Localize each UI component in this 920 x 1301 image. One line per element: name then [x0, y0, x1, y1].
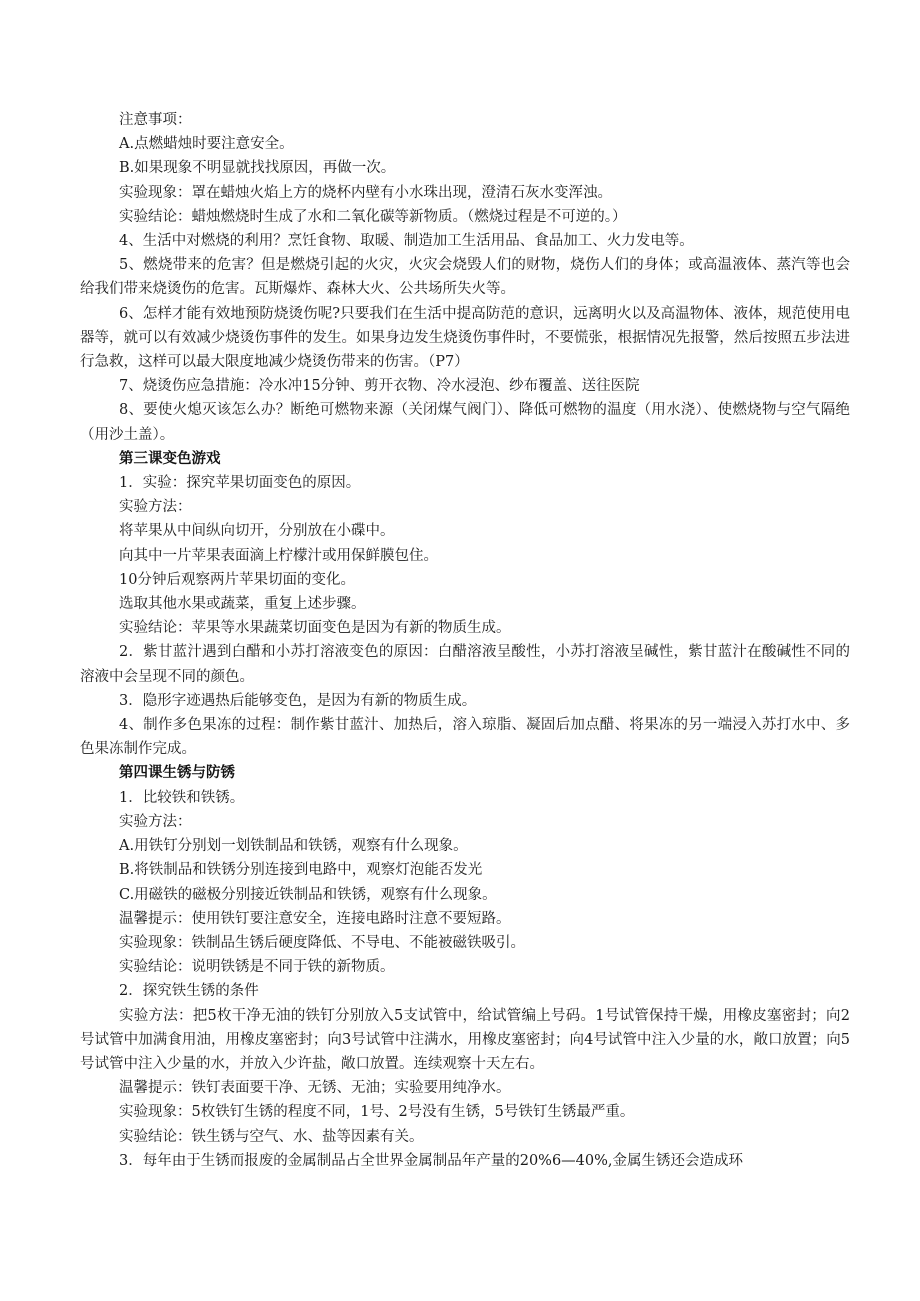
section-heading: 第三课变色游戏	[119, 449, 221, 467]
body-paragraph: 7、烧烫伤应急措施：冷水冲15分钟、剪开衣物、冷水浸泡、纱布覆盖、送往医院	[119, 378, 640, 395]
body-paragraph: 实验方法：	[119, 813, 192, 830]
body-paragraph: A.用铁钉分别划一划铁制品和铁锈，观察有什么现象。	[119, 838, 468, 855]
body-paragraph: 10分钟后观察两片苹果切面的变化。	[119, 571, 355, 588]
body-paragraph: 实验方法：	[119, 499, 192, 516]
body-paragraph: 注意事项：	[119, 112, 192, 128]
body-paragraph: C.用磁铁的磁极分别接近铁制品和铁锈，观察有什么现象。	[119, 886, 497, 903]
section-heading: 第四课生锈与防锈	[119, 764, 235, 782]
body-paragraph: 实验现象：铁制品生锈后硬度降低、不导电、不能被磁铁吸引。	[119, 934, 525, 951]
body-paragraph: 选取其他水果或蔬菜，重复上述步骤。	[119, 596, 366, 613]
body-paragraph: 将苹果从中间纵向切开，分别放在小碟中。	[119, 523, 395, 540]
body-paragraph: 4、制作多色果冻的过程：制作紫甘蓝汁、加热后，溶入琼脂、凝固后加点醋、将果冻的另一端浸入苏打水中、多色果冻制作完成。	[80, 717, 850, 758]
body-paragraph: 温馨提示：使用铁钉要注意安全，连接电路时注意不要短路。	[119, 910, 511, 927]
body-paragraph: 3．每年由于生锈而报废的金属制品占全世界金属制品年产量的20%6—40%,金属生锈还会造成环	[119, 1152, 744, 1169]
document-body	[80, 108, 850, 1173]
body-paragraph: 实验结论：说明铁锈是不同于铁的新物质。	[119, 959, 395, 976]
body-paragraph: 向其中一片苹果表面滴上柠檬汁或用保鲜膜包住。	[119, 547, 438, 564]
body-paragraph: 1．实验：探究苹果切面变色的原因。	[119, 475, 361, 492]
body-paragraph: 4、生活中对燃烧的利用？烹饪食物、取暖、制造加工生活用品、食品加工、火力发电等。	[119, 233, 694, 250]
body-paragraph: 实验结论：苹果等水果蔬菜切面变色是因为有新的物质生成。	[119, 620, 511, 637]
body-paragraph: 实验现象：5枚铁钉生锈的程度不同，1号、2号没有生锈，5号铁钉生锈最严重。	[119, 1104, 635, 1121]
body-paragraph: B.将铁制品和铁锈分别连接到电路中，观察灯泡能否发光	[119, 862, 483, 879]
body-paragraph: 6、怎样才能有效地预防烧烫伤呢?只要我们在生活中提高防范的意识，远离明火以及高温物体、液体，规范使用电器等，就可以有效减少烧烫伤事件的发生。如果身边发生烧烫伤事件时，不要慌张，根据情况先报警，然后按照五步法进行急救，这样可以最大限度地减少烧烫伤带来的伤害。（P7）	[80, 305, 850, 371]
body-paragraph: 2．探究铁生锈的条件	[119, 983, 259, 1000]
body-paragraph: 2．紫甘蓝汁遇到白醋和小苏打溶液变色的原因：白醋溶液呈酸性，小苏打溶液呈碱性，紫甘蓝汁在酸碱性不同的溶液中会呈现不同的颜色。	[80, 644, 850, 685]
body-paragraph: B.如果现象不明显就找找原因，再做一次。	[119, 160, 396, 177]
body-paragraph: A.点燃蜡烛时要注意安全。	[119, 136, 294, 153]
body-paragraph: 5、燃烧带来的危害？但是燃烧引起的火灾，火灾会烧毁人们的财物，烧伤人们的身体；或高温液体、蒸汽等也会给我们带来烧烫伤的危害。瓦斯爆炸、森林大火、公共场所失火等。	[80, 257, 850, 298]
body-paragraph: 温馨提示：铁钉表面要干净、无锈、无油；实验要用纯净水。	[119, 1080, 511, 1097]
body-paragraph: 8、要使火熄灭该怎么办？断绝可燃物来源（关闭煤气阀门）、降低可燃物的温度（用水浇）、使燃烧物与空气隔绝（用沙土盖）。	[80, 402, 850, 443]
body-paragraph: 实验结论：蜡烛燃烧时生成了水和二氧化碳等新物质。（燃烧过程是不可逆的。）	[119, 208, 627, 225]
body-paragraph: 3．隐形字迹遇热后能够变色，是因为有新的物质生成。	[119, 692, 477, 709]
body-paragraph: 1．比较铁和铁锈。	[119, 789, 245, 806]
body-paragraph: 实验结论：铁生锈与空气、水、盐等因素有关。	[119, 1128, 424, 1145]
body-paragraph: 实验方法：把5枚干净无油的铁钉分别放入5支试管中，给试管编上号码。1号试管保持干燥，用橡皮塞密封；向2号试管中加满食用油，用橡皮塞密封；向3号试管中注满水，用橡皮塞密封；向4号试管中注入少量的水，敞口放置；向5号试管中注入少量的水，并放入少许盐，敞口放置。连续观察十天左右。	[80, 1007, 850, 1072]
body-paragraph: 实验现象：罩在蜡烛火焰上方的烧杯内壁有小水珠出现，澄清石灰水变浑浊。	[119, 184, 612, 201]
